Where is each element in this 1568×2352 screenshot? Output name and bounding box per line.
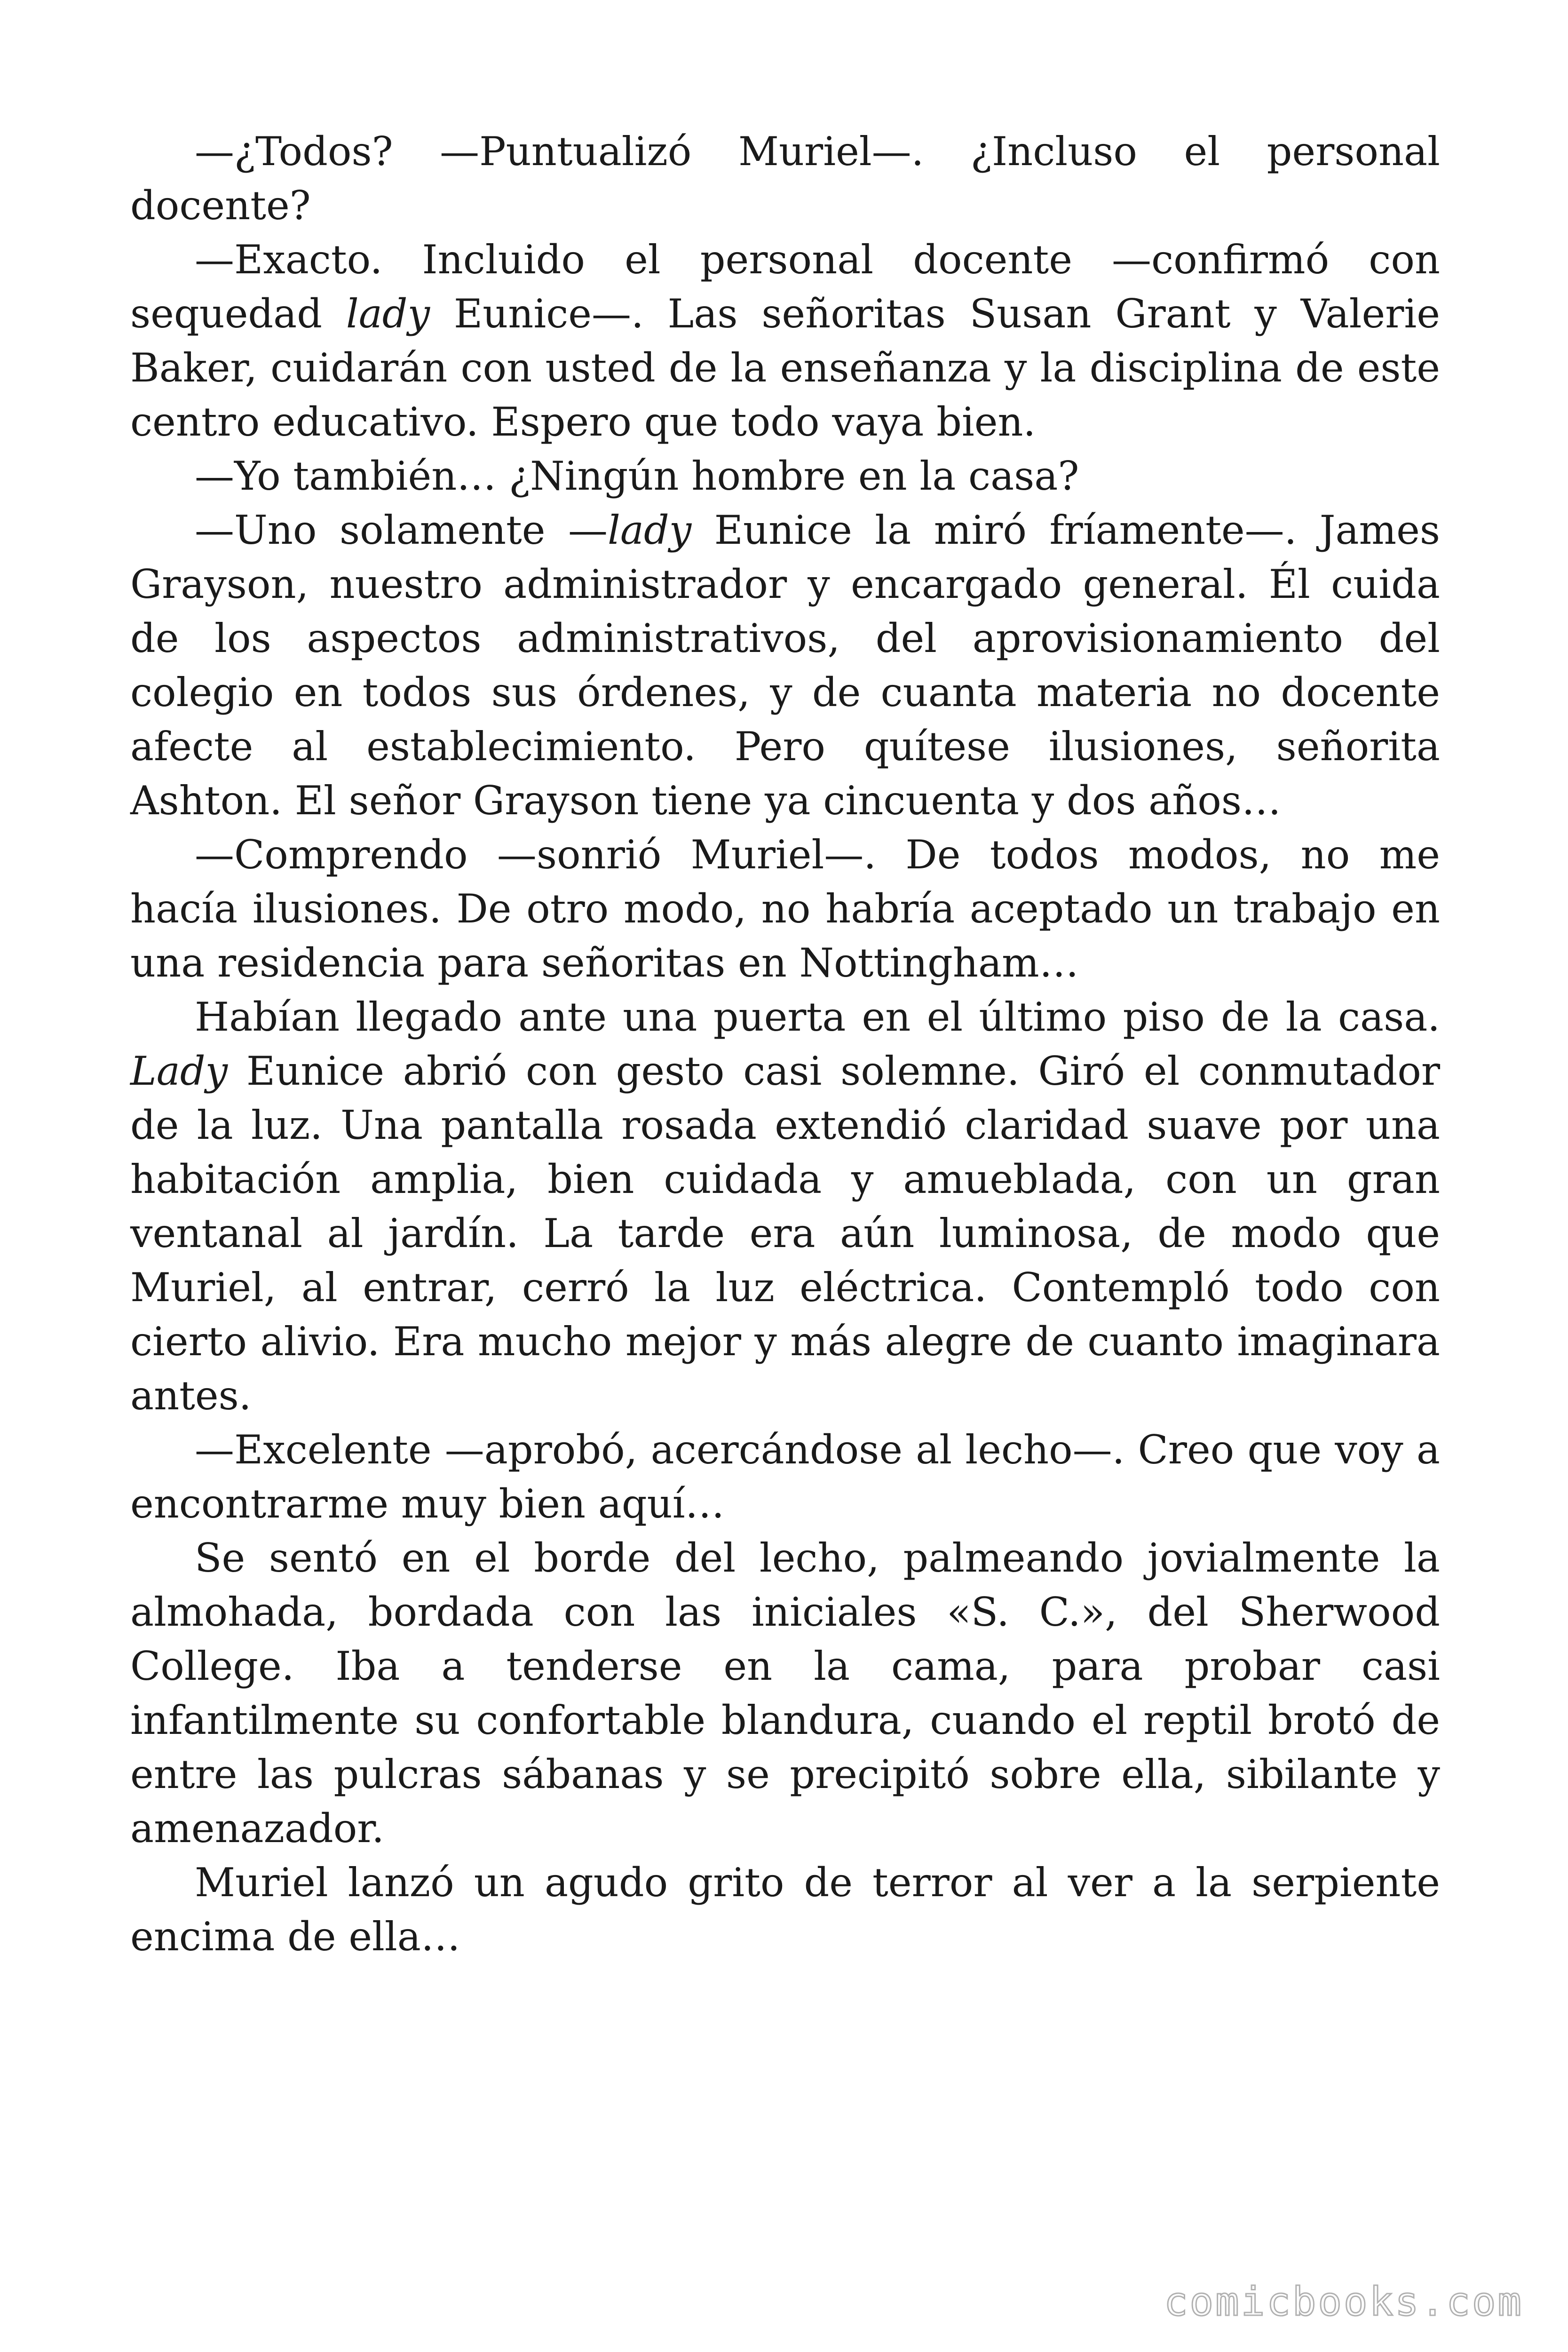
text-run: —Excelente —aprobó, acercándose al lecho—. Creo que voy a encontrarme muy bien aquí… bbox=[130, 1427, 1440, 1527]
paragraph bbox=[130, 1856, 1440, 1964]
text-run: —Yo también… ¿Ningún hombre en la casa? bbox=[195, 453, 1079, 499]
body-text bbox=[130, 125, 1440, 1964]
text-run: Eunice—. Las señoritas Susan Grant y Valerie Baker, cuidarán con usted de la enseñanza y la disciplina de este centro educativo. Espero que todo vaya bien. bbox=[130, 291, 1440, 445]
paragraph bbox=[130, 1531, 1440, 1856]
paragraph bbox=[130, 233, 1440, 449]
text-run: Eunice abrió con gesto casi solemne. Giró el conmutador de la luz. Una pantalla rosada extendió claridad suave por una habitación amplia, bien cuidada y amueblada, con un gran ventanal al jardín. La tarde era aún luminosa, de modo que Muriel, al entrar, cerró la luz eléctrica. Contempló todo con cierto alivio. Era mucho mejor y más alegre de cuanto imaginara antes. bbox=[130, 1048, 1440, 1419]
text-run: Se sentó en el borde del lecho, palmeando jovialmente la almohada, bordada con las iniciales «S. C.», del Sherwood College. Iba a tenderse en la cama, para probar casi infantilmente su confortable blandura, cuando el reptil brotó de entre las pulcras sábanas y se precipitó sobre ella, sibilante y amenazador. bbox=[130, 1535, 1440, 1851]
text-run: Habían llegado ante una puerta en el último piso de la casa. bbox=[195, 994, 1440, 1040]
paragraph bbox=[130, 503, 1440, 828]
italic-run: lady bbox=[608, 507, 692, 553]
paragraph bbox=[130, 449, 1440, 503]
text-run: Muriel lanzó un agudo grito de terror al ver a la serpiente encima de ella… bbox=[130, 1859, 1440, 1960]
paragraph bbox=[130, 990, 1440, 1423]
watermark: comicbooks.com bbox=[1164, 2279, 1523, 2325]
paragraph bbox=[130, 1423, 1440, 1531]
italic-run: lady bbox=[346, 291, 430, 337]
paragraph bbox=[130, 125, 1440, 233]
italic-run: Lady bbox=[130, 1048, 228, 1094]
text-run: Eunice la miró fríamente—. James Grayson, nuestro administrador y encargado general. Él cuida de los aspectos administrativos, del aprovisionamiento del colegio en todos sus órdenes, y de cuanta materia no docente afecte al establecimiento. Pero quítese ilusiones, señorita Ashton. El señor Grayson tiene ya cincuenta y dos años… bbox=[130, 507, 1440, 824]
text-run: —Comprendo —sonrió Muriel—. De todos modos, no me hacía ilusiones. De otro modo, no habría aceptado un trabajo en una residencia para señoritas en Nottingham… bbox=[130, 832, 1440, 986]
text-run: —Exacto. Incluido el personal docente —confirmó con sequedad bbox=[130, 237, 1440, 337]
text-run: —¿Todos? —Puntualizó Muriel—. ¿Incluso el personal docente? bbox=[130, 128, 1440, 229]
text-run: —Uno solamente — bbox=[195, 507, 608, 553]
paragraph bbox=[130, 828, 1440, 990]
